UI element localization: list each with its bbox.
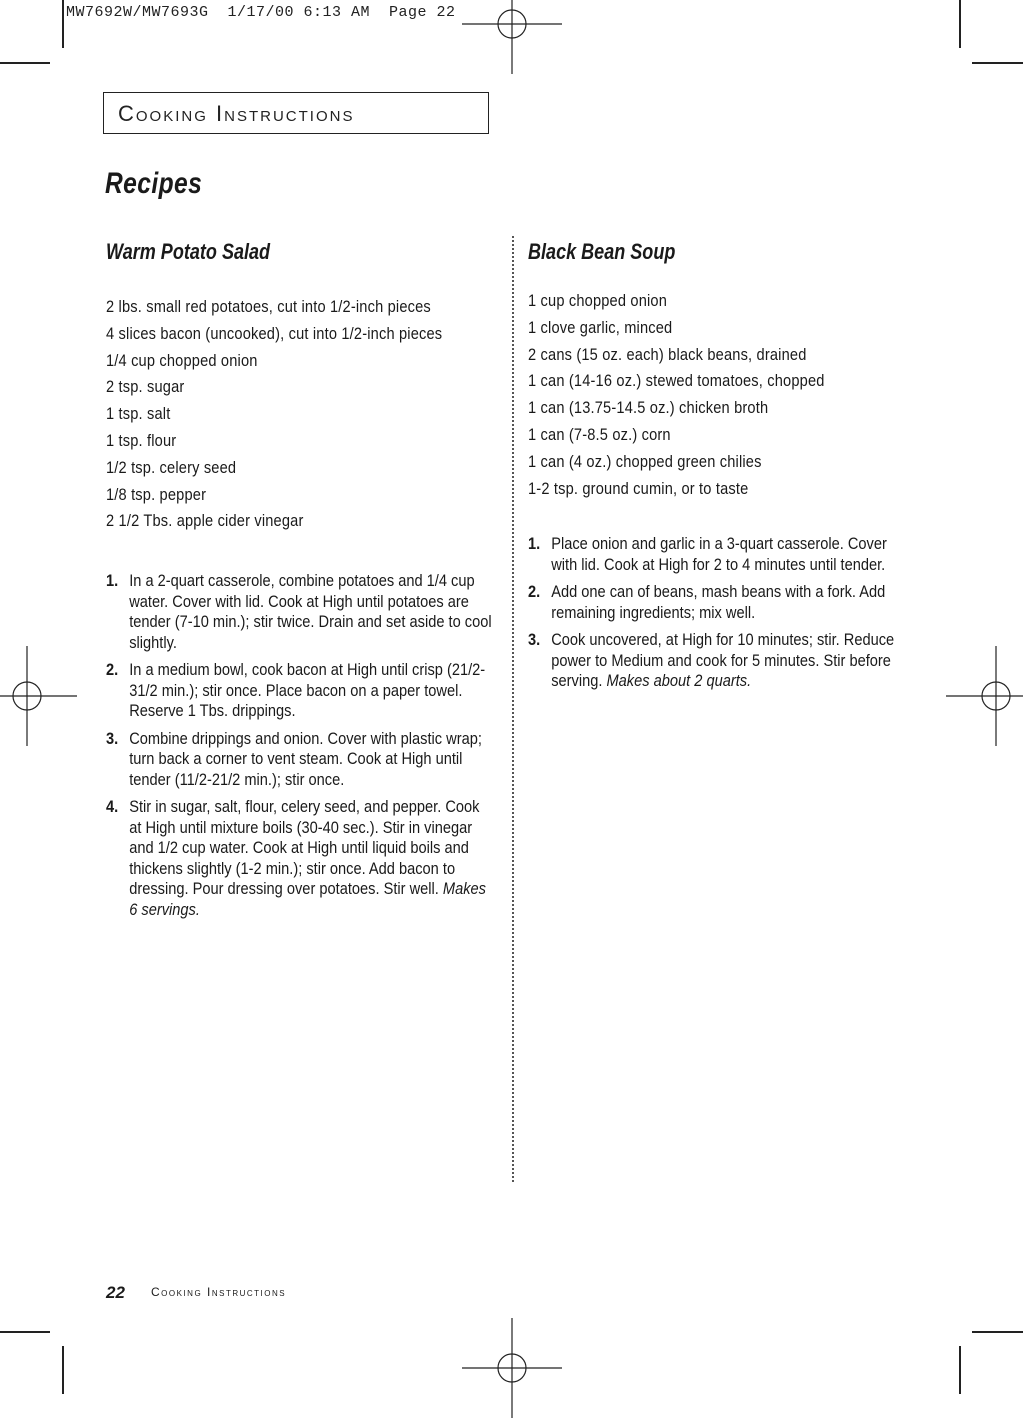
step-number: 2. (106, 660, 119, 679)
ingredient: 1 tsp. flour (106, 430, 177, 450)
step (528, 630, 908, 692)
step-text (551, 630, 908, 692)
ingredient-list-potato-salad (106, 294, 442, 535)
ingredient: 1/8 tsp. pepper (106, 484, 207, 504)
ingredient: 4 slices bacon (uncooked), cut into 1/2-inch pieces (106, 323, 443, 343)
step (106, 571, 494, 653)
ingredient: 1 can (4 oz.) chopped green chilies (528, 451, 762, 471)
registration-mark-right (946, 646, 1023, 746)
footer-section-label: Cooking Instructions (151, 1285, 287, 1299)
column-divider (512, 236, 514, 1182)
step-number: 4. (106, 797, 119, 816)
step-text: In a 2-quart casserole, combine potatoes and 1/4 cup water. Cover with lid. Cook at High until potatoes are tender (7-10 min.); stir twice. Drain and set aside to cool slightly. (129, 571, 492, 652)
ingredient: 1 can (13.75-14.5 oz.) chicken broth (528, 398, 769, 418)
ingredient: 2 cans (15 oz. each) black beans, drained (528, 344, 807, 364)
step-number: 1. (528, 534, 541, 553)
step (106, 660, 494, 722)
printer-slug: MW7692W/MW7693G 1/17/00 6:13 AM Page 22 (66, 4, 456, 21)
steps-bean-soup (528, 534, 908, 699)
ingredient: 1 cup chopped onion (528, 291, 668, 310)
ingredient-list-bean-soup (528, 288, 825, 502)
step-number: 1. (106, 571, 119, 590)
step-text: Add one can of beans, mash beans with a fork. Add remaining ingredients; mix well. (551, 582, 886, 622)
step (106, 797, 494, 920)
step-body: Stir in sugar, salt, flour, celery seed, and pepper. Cook at High until mixture boils (30-40 sec.). Stir in vinegar and 1/2 cup water. Cook at High until liquid boils and thickens slightly (1-2 min.); stir once. Add bacon to dressing. Pour dressing over potatoes. Stir well. (129, 797, 480, 898)
ingredient: 1 tsp. salt (106, 404, 171, 424)
step-number: 3. (528, 630, 541, 649)
ingredient: 1-2 tsp. ground cumin, or to taste (528, 478, 749, 498)
step-text (129, 797, 494, 920)
ingredient: 2 lbs. small red potatoes, cut into 1/2-inch pieces (106, 297, 431, 316)
step-body: Cook uncovered, at High for 10 minutes; stir. Reduce power to Medium and cook for 5 minutes. Stir before serving. (551, 630, 895, 690)
step-text: Combine drippings and onion. Cover with plastic wrap; turn back a corner to vent steam. Cook at High until tender (11/2-21/2 min.); stir once. (129, 728, 482, 789)
ingredient: 1 can (14-16 oz.) stewed tomatoes, chopped (528, 371, 825, 391)
yield-note: Makes about 2 quarts. (606, 671, 752, 690)
step-text: In a medium bowl, cook bacon at High until crisp (21/2-31/2 min.); stir once. Place bacon on a paper towel. Reserve 1 Tbs. drippings. (129, 660, 486, 720)
ingredient: 1/2 tsp. celery seed (106, 457, 237, 477)
section-header: Cooking Instructions (118, 101, 355, 126)
page-title: Recipes (105, 167, 203, 200)
registration-mark-top (462, 0, 562, 74)
ingredient: 1 clove garlic, minced (528, 317, 673, 337)
steps-potato-salad (106, 571, 494, 927)
ingredient: 1/4 cup chopped onion (106, 350, 258, 370)
ingredient: 1 can (7-8.5 oz.) corn (528, 424, 671, 444)
step-number: 2. (528, 582, 541, 601)
step-text: Place onion and garlic in a 3-quart casserole. Cover with lid. Cook at High for 2 to 4 minutes until tender. (551, 534, 887, 574)
page-number: 22 (106, 1283, 125, 1302)
ingredient: 2 1/2 Tbs. apple cider vinegar (106, 511, 304, 531)
step (106, 729, 494, 791)
recipe-title-warm-potato-salad: Warm Potato Salad (106, 239, 271, 264)
registration-mark-left (0, 646, 77, 746)
recipe-title-black-bean-soup: Black Bean Soup (528, 239, 676, 264)
registration-mark-bottom (462, 1318, 562, 1418)
step (528, 582, 908, 623)
ingredient: 2 tsp. sugar (106, 377, 185, 397)
step-number: 3. (106, 728, 119, 748)
step (528, 534, 908, 575)
yield-note: Makes 6 servings. (129, 879, 486, 919)
